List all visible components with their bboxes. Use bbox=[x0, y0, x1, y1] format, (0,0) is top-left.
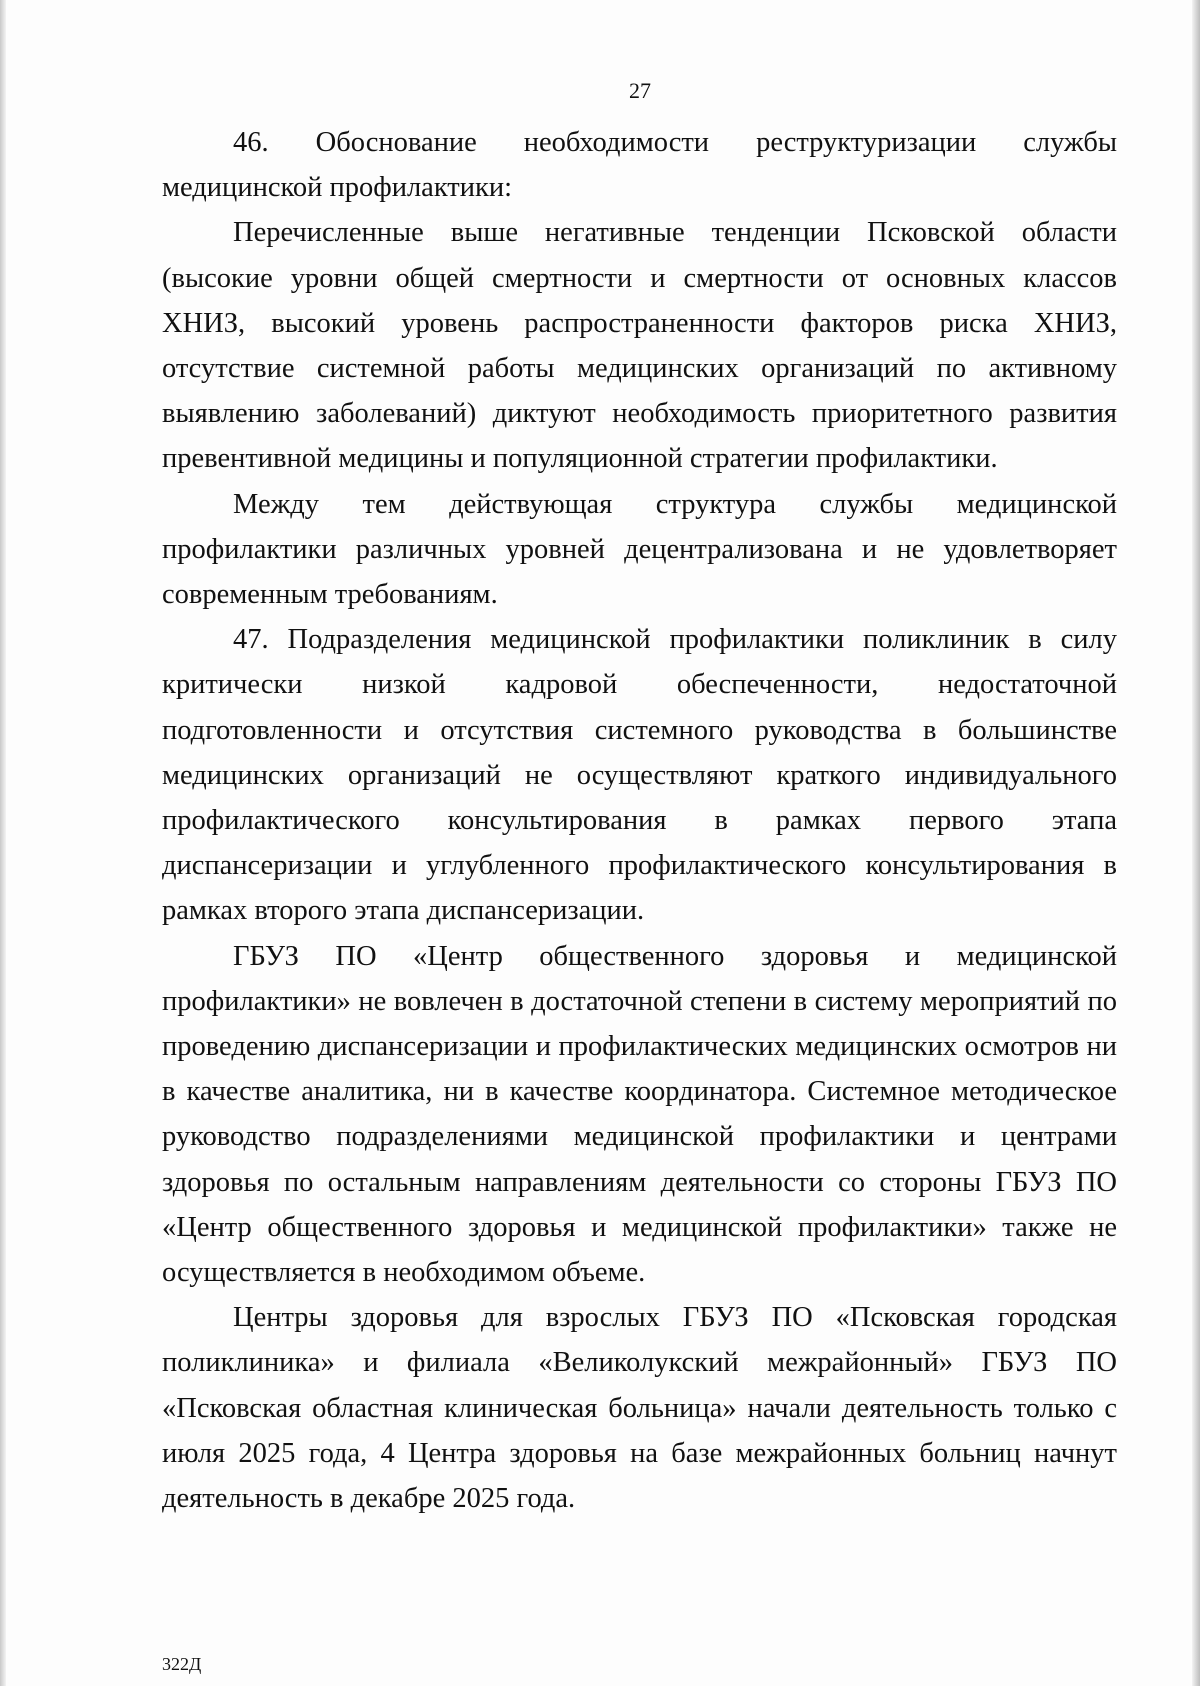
document-body bbox=[162, 120, 1117, 1521]
paragraph-current-structure: Между тем действующая структура службы медицинской профилактики различных уровней децентрализована и не удовлетворяет современным требованиям. bbox=[162, 488, 1117, 611]
paragraph-public-health-center: ГБУЗ ПО «Центр общественного здоровья и медицинской профилактики» не вовлечен в достаточной степени в систему мероприятий по проведению диспансеризации и профилактических медицинских осмотров ни в качестве аналитика, ни в качестве координатора. Системное методическое руководство подразделениями медицинской профилактики и центрами здоровья по остальным направлениям деятельности со стороны ГБУЗ ПО «Центр общественного здоровья и медицинской профилактики» также не осуществляется в необходимом объеме. bbox=[162, 940, 1117, 1289]
paragraph-47: 47. Подразделения медицинской профилактики поликлиник в силу критически низкой кадровой обеспеченности, недостаточной подготовленности и отсутствия системного руководства в большинстве медицинских организаций не осуществляют краткого индивидуального профилактического консультирования в рамках первого этапа диспансеризации и углубленного профилактического консультирования в рамках второго этапа диспансеризации. bbox=[162, 624, 1117, 927]
paragraph-46-heading: 46. Обоснование необходимости реструктуризации службы медицинской профилактики: bbox=[162, 127, 1117, 204]
scan-edge-left bbox=[0, 0, 6, 1686]
paragraph-health-centers: Центры здоровья для взрослых ГБУЗ ПО «Псковская городская поликлиника» и филиала «Великолукский межрайонный» ГБУЗ ПО «Псковская областная клиническая больница» начали деятельность только с июля 2025 года, 4 Центра здоровья на базе межрайонных больниц начнут деятельность в декабре 2025 года. bbox=[162, 1302, 1117, 1515]
paragraph-negative-trends: Перечисленные выше негативные тенденции Псковской области (высокие уровни общей смертности и смертности от основных классов ХНИЗ, высокий уровень распространенности факторов риска ХНИЗ, отсутствие системной работы медицинских организаций по активному выявлению заболеваний) диктуют необходимость приоритетного развития превентивной медицины и популяционной стратегии профилактики. bbox=[162, 217, 1117, 475]
document-code: 322Д bbox=[162, 1654, 202, 1674]
scan-edge-right bbox=[1192, 0, 1200, 1686]
page-number: 27 bbox=[629, 78, 651, 103]
